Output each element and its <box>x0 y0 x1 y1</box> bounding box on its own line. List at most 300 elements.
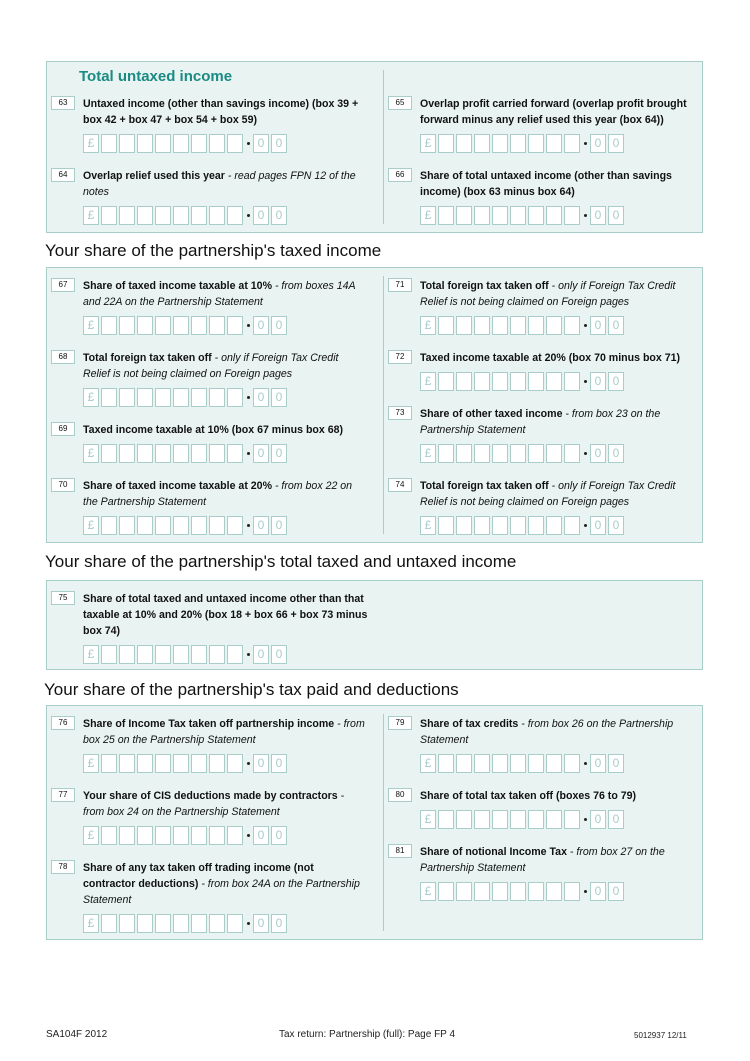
decimal-point <box>584 380 587 383</box>
box-label-note: - from box 27 on the Partnership Statement <box>420 846 665 874</box>
currency-cell[interactable]: £ <box>83 444 99 463</box>
pounds-digit-cell[interactable] <box>173 754 189 773</box>
pounds-digit-cell[interactable] <box>492 810 508 829</box>
pounds-digit-cell[interactable] <box>528 882 544 901</box>
pounds-digit-cell[interactable] <box>155 754 171 773</box>
amount-field[interactable] <box>420 444 626 463</box>
pounds-digit-cell[interactable] <box>191 316 207 335</box>
pounds-digit-cell[interactable] <box>137 516 153 535</box>
pounds-digit-cell[interactable] <box>528 516 544 535</box>
pence-digit-cell[interactable]: 0 <box>253 444 269 463</box>
pounds-digit-cell[interactable] <box>137 754 153 773</box>
pence-digit-cell[interactable]: 0 <box>608 444 624 463</box>
pounds-digit-cell[interactable] <box>173 826 189 845</box>
amount-field[interactable] <box>420 206 626 225</box>
pounds-digit-cell[interactable] <box>510 516 526 535</box>
box-label <box>83 860 368 908</box>
amount-field[interactable] <box>420 372 626 391</box>
pounds-digit-cell[interactable] <box>510 882 526 901</box>
amount-field[interactable] <box>420 810 626 829</box>
pounds-digit-cell[interactable] <box>456 316 472 335</box>
currency-cell[interactable]: £ <box>83 388 99 407</box>
pounds-digit-cell[interactable] <box>173 388 189 407</box>
pounds-digit-cell[interactable] <box>546 316 562 335</box>
pence-digit-cell[interactable]: 0 <box>253 134 269 153</box>
box-number: 72 <box>388 350 412 364</box>
box-label-main: Total foreign tax taken off <box>420 280 549 292</box>
pence-digit-cell[interactable]: 0 <box>271 444 287 463</box>
pounds-digit-cell[interactable] <box>438 206 454 225</box>
pence-digit-cell[interactable]: 0 <box>590 444 606 463</box>
pounds-digit-cell[interactable] <box>209 826 225 845</box>
box-number: 81 <box>388 844 412 858</box>
pounds-digit-cell[interactable] <box>474 372 490 391</box>
box-label-note: - only if Foreign Tax Credit Relief is not being claimed on Foreign pages <box>83 352 339 380</box>
box-label-main: Share of taxed income taxable at 10% <box>83 280 272 292</box>
amount-field[interactable] <box>420 134 626 153</box>
pounds-digit-cell[interactable] <box>492 206 508 225</box>
pounds-digit-cell[interactable] <box>227 134 243 153</box>
box-number: 75 <box>51 591 75 605</box>
pounds-digit-cell[interactable] <box>155 516 171 535</box>
pounds-digit-cell[interactable] <box>492 882 508 901</box>
pounds-digit-cell[interactable] <box>137 826 153 845</box>
pence-digit-cell[interactable]: 0 <box>608 372 624 391</box>
pounds-digit-cell[interactable] <box>209 388 225 407</box>
pounds-digit-cell[interactable] <box>227 316 243 335</box>
pounds-digit-cell[interactable] <box>173 914 189 933</box>
pounds-digit-cell[interactable] <box>546 754 562 773</box>
pounds-digit-cell[interactable] <box>510 206 526 225</box>
pounds-digit-cell[interactable] <box>438 810 454 829</box>
pence-digit-cell[interactable]: 0 <box>271 645 287 664</box>
pounds-digit-cell[interactable] <box>474 206 490 225</box>
pence-digit-cell[interactable]: 0 <box>608 316 624 335</box>
section-heading-tax-paid: Your share of the partnership's tax paid and deductions <box>44 680 459 699</box>
currency-cell[interactable]: £ <box>83 826 99 845</box>
column-divider <box>383 276 384 534</box>
pounds-digit-cell[interactable] <box>137 388 153 407</box>
pounds-digit-cell[interactable] <box>510 316 526 335</box>
pence-digit-cell[interactable]: 0 <box>608 882 624 901</box>
pence-digit-cell[interactable]: 0 <box>608 810 624 829</box>
pounds-digit-cell[interactable] <box>456 134 472 153</box>
pounds-digit-cell[interactable] <box>155 645 171 664</box>
pounds-digit-cell[interactable] <box>119 316 135 335</box>
decimal-point <box>584 524 587 527</box>
pence-digit-cell[interactable]: 0 <box>608 134 624 153</box>
box-label <box>420 844 705 876</box>
pounds-digit-cell[interactable] <box>227 914 243 933</box>
currency-cell[interactable]: £ <box>83 914 99 933</box>
pence-digit-cell[interactable]: 0 <box>590 372 606 391</box>
pence-digit-cell[interactable]: 0 <box>590 754 606 773</box>
box-label-note: - from box 23 on the Partnership Statement <box>420 408 661 436</box>
amount-field[interactable] <box>83 754 289 773</box>
pence-digit-cell[interactable]: 0 <box>253 206 269 225</box>
currency-cell[interactable]: £ <box>420 444 436 463</box>
pounds-digit-cell[interactable] <box>510 134 526 153</box>
pounds-digit-cell[interactable] <box>191 645 207 664</box>
pounds-digit-cell[interactable] <box>227 206 243 225</box>
pounds-digit-cell[interactable] <box>155 826 171 845</box>
currency-cell[interactable]: £ <box>83 645 99 664</box>
amount-field[interactable] <box>83 134 289 153</box>
pounds-digit-cell[interactable] <box>155 206 171 225</box>
pounds-digit-cell[interactable] <box>101 388 117 407</box>
box-label <box>420 406 705 438</box>
amount-field[interactable] <box>420 882 626 901</box>
box-label-main: Share of total taxed and untaxed income other than that taxable at 10% and 20% (box 18 + box 66 + box 73 minus box 74) <box>83 593 368 637</box>
decimal-point <box>247 396 250 399</box>
pounds-digit-cell[interactable] <box>546 810 562 829</box>
pounds-digit-cell[interactable] <box>564 444 580 463</box>
decimal-point <box>584 452 587 455</box>
pounds-digit-cell[interactable] <box>155 134 171 153</box>
box-label-main: Untaxed income (other than savings income) (box 39 + box 42 + box 47 + box 54 + box 59) <box>83 98 359 126</box>
box-label <box>83 422 368 438</box>
pence-digit-cell[interactable]: 0 <box>253 516 269 535</box>
currency-cell[interactable]: £ <box>420 810 436 829</box>
pounds-digit-cell[interactable] <box>438 316 454 335</box>
amount-field[interactable] <box>83 316 289 335</box>
decimal-point <box>584 762 587 765</box>
box-number: 76 <box>51 716 75 730</box>
pounds-digit-cell[interactable] <box>209 645 225 664</box>
pounds-digit-cell[interactable] <box>155 444 171 463</box>
panel-title: Total untaxed income <box>79 68 233 85</box>
pounds-digit-cell[interactable] <box>101 754 117 773</box>
amount-field[interactable] <box>420 516 626 535</box>
pounds-digit-cell[interactable] <box>227 826 243 845</box>
box-label <box>420 168 705 200</box>
pounds-digit-cell[interactable] <box>119 645 135 664</box>
pounds-digit-cell[interactable] <box>510 444 526 463</box>
tax-paid-panel <box>46 705 703 940</box>
decimal-point <box>247 922 250 925</box>
pounds-digit-cell[interactable] <box>438 516 454 535</box>
pounds-digit-cell[interactable] <box>456 754 472 773</box>
pounds-digit-cell[interactable] <box>456 206 472 225</box>
pounds-digit-cell[interactable] <box>528 316 544 335</box>
amount-field[interactable] <box>83 826 289 845</box>
box-number: 65 <box>388 96 412 110</box>
box-number: 77 <box>51 788 75 802</box>
pounds-digit-cell[interactable] <box>227 388 243 407</box>
pounds-digit-cell[interactable] <box>137 206 153 225</box>
pounds-digit-cell[interactable] <box>119 206 135 225</box>
pence-digit-cell[interactable]: 0 <box>271 134 287 153</box>
pounds-digit-cell[interactable] <box>101 645 117 664</box>
box-label <box>420 278 705 310</box>
pounds-digit-cell[interactable] <box>564 882 580 901</box>
box-label-main: Share of other taxed income <box>420 408 563 420</box>
currency-cell[interactable]: £ <box>420 134 436 153</box>
pounds-digit-cell[interactable] <box>137 316 153 335</box>
box-label <box>83 478 368 510</box>
pounds-digit-cell[interactable] <box>438 444 454 463</box>
box-label-main: Total foreign tax taken off <box>83 352 212 364</box>
box-label-note: - from box 25 on the Partnership Statement <box>83 718 365 746</box>
pounds-digit-cell[interactable] <box>155 316 171 335</box>
pounds-digit-cell[interactable] <box>564 134 580 153</box>
pounds-digit-cell[interactable] <box>209 444 225 463</box>
pounds-digit-cell[interactable] <box>546 372 562 391</box>
pounds-digit-cell[interactable] <box>191 444 207 463</box>
pounds-digit-cell[interactable] <box>474 516 490 535</box>
currency-cell[interactable]: £ <box>420 754 436 773</box>
pounds-digit-cell[interactable] <box>101 316 117 335</box>
pounds-digit-cell[interactable] <box>456 372 472 391</box>
pounds-digit-cell[interactable] <box>438 372 454 391</box>
box-label <box>83 788 368 820</box>
pounds-digit-cell[interactable] <box>173 444 189 463</box>
pounds-digit-cell[interactable] <box>191 826 207 845</box>
pence-digit-cell[interactable]: 0 <box>608 516 624 535</box>
box-number: 64 <box>51 168 75 182</box>
pounds-digit-cell[interactable] <box>173 134 189 153</box>
form-code: SA104F 2012 <box>46 1029 108 1040</box>
pounds-digit-cell[interactable] <box>456 882 472 901</box>
pounds-digit-cell[interactable] <box>492 516 508 535</box>
pounds-digit-cell[interactable] <box>101 826 117 845</box>
pounds-digit-cell[interactable] <box>438 754 454 773</box>
pounds-digit-cell[interactable] <box>474 882 490 901</box>
pounds-digit-cell[interactable] <box>546 516 562 535</box>
decimal-point <box>247 834 250 837</box>
currency-cell[interactable]: £ <box>420 516 436 535</box>
pounds-digit-cell[interactable] <box>546 444 562 463</box>
currency-cell[interactable]: £ <box>420 372 436 391</box>
pounds-digit-cell[interactable] <box>474 316 490 335</box>
untaxed-income-panel <box>46 61 703 233</box>
pounds-digit-cell[interactable] <box>528 754 544 773</box>
amount-field[interactable] <box>83 206 289 225</box>
pounds-digit-cell[interactable] <box>209 516 225 535</box>
currency-cell[interactable]: £ <box>420 206 436 225</box>
decimal-point <box>247 452 250 455</box>
box-number: 71 <box>388 278 412 292</box>
pence-digit-cell[interactable]: 0 <box>253 645 269 664</box>
pounds-digit-cell[interactable] <box>510 810 526 829</box>
pounds-digit-cell[interactable] <box>564 316 580 335</box>
pence-digit-cell[interactable]: 0 <box>253 754 269 773</box>
box-number: 73 <box>388 406 412 420</box>
page-title: Tax return: Partnership (full): Page FP 4 <box>279 1029 456 1040</box>
box-number: 74 <box>388 478 412 492</box>
pounds-digit-cell[interactable] <box>474 134 490 153</box>
box-label <box>83 716 368 748</box>
pounds-digit-cell[interactable] <box>119 914 135 933</box>
pounds-digit-cell[interactable] <box>191 134 207 153</box>
pounds-digit-cell[interactable] <box>528 206 544 225</box>
pounds-digit-cell[interactable] <box>191 206 207 225</box>
pounds-digit-cell[interactable] <box>546 134 562 153</box>
box-label-main: Overlap profit carried forward (overlap profit brought forward minus any relief used this year (box 64)) <box>420 98 687 126</box>
currency-cell[interactable]: £ <box>83 754 99 773</box>
pounds-digit-cell[interactable] <box>209 316 225 335</box>
pounds-digit-cell[interactable] <box>456 516 472 535</box>
pence-digit-cell[interactable]: 0 <box>253 316 269 335</box>
pounds-digit-cell[interactable] <box>564 810 580 829</box>
decimal-point <box>247 653 250 656</box>
pounds-digit-cell[interactable] <box>209 754 225 773</box>
pounds-digit-cell[interactable] <box>209 134 225 153</box>
currency-cell[interactable]: £ <box>83 516 99 535</box>
currency-cell[interactable]: £ <box>83 316 99 335</box>
pounds-digit-cell[interactable] <box>155 388 171 407</box>
pence-digit-cell[interactable]: 0 <box>271 388 287 407</box>
pounds-digit-cell[interactable] <box>227 645 243 664</box>
decimal-point <box>247 142 250 145</box>
pounds-digit-cell[interactable] <box>474 444 490 463</box>
amount-field[interactable] <box>83 516 289 535</box>
section-heading-total-income: Your share of the partnership's total taxed and untaxed income <box>45 552 517 571</box>
pounds-digit-cell[interactable] <box>101 516 117 535</box>
amount-field[interactable] <box>83 645 289 664</box>
pounds-digit-cell[interactable] <box>191 914 207 933</box>
pounds-digit-cell[interactable] <box>564 754 580 773</box>
box-label <box>420 716 705 748</box>
pounds-digit-cell[interactable] <box>456 810 472 829</box>
pounds-digit-cell[interactable] <box>528 372 544 391</box>
pounds-digit-cell[interactable] <box>510 754 526 773</box>
pence-digit-cell[interactable]: 0 <box>271 206 287 225</box>
pounds-digit-cell[interactable] <box>209 206 225 225</box>
pounds-digit-cell[interactable] <box>438 882 454 901</box>
decimal-point <box>247 214 250 217</box>
pounds-digit-cell[interactable] <box>474 810 490 829</box>
pounds-digit-cell[interactable] <box>528 444 544 463</box>
pounds-digit-cell[interactable] <box>492 754 508 773</box>
box-label-main: Your share of CIS deductions made by contractors <box>83 790 338 802</box>
pounds-digit-cell[interactable] <box>119 388 135 407</box>
pence-digit-cell[interactable]: 0 <box>253 388 269 407</box>
pounds-digit-cell[interactable] <box>564 206 580 225</box>
decimal-point <box>247 324 250 327</box>
amount-field[interactable] <box>420 754 626 773</box>
pounds-digit-cell[interactable] <box>101 914 117 933</box>
pounds-digit-cell[interactable] <box>474 754 490 773</box>
pounds-digit-cell[interactable] <box>492 372 508 391</box>
pence-digit-cell[interactable]: 0 <box>253 914 269 933</box>
pounds-digit-cell[interactable] <box>173 316 189 335</box>
pounds-digit-cell[interactable] <box>119 754 135 773</box>
pence-digit-cell[interactable]: 0 <box>590 316 606 335</box>
pounds-digit-cell[interactable] <box>191 754 207 773</box>
amount-field[interactable] <box>83 914 289 933</box>
box-label <box>83 350 368 382</box>
pence-digit-cell[interactable]: 0 <box>271 516 287 535</box>
pounds-digit-cell[interactable] <box>492 444 508 463</box>
decimal-point <box>247 524 250 527</box>
pounds-digit-cell[interactable] <box>227 444 243 463</box>
pounds-digit-cell[interactable] <box>191 516 207 535</box>
pounds-digit-cell[interactable] <box>528 134 544 153</box>
pence-digit-cell[interactable]: 0 <box>590 134 606 153</box>
pence-digit-cell[interactable]: 0 <box>253 826 269 845</box>
pounds-digit-cell[interactable] <box>492 316 508 335</box>
box-label-main: Share of total untaxed income (other than savings income) (box 63 minus box 64) <box>420 170 672 198</box>
pence-digit-cell[interactable]: 0 <box>271 754 287 773</box>
currency-cell[interactable]: £ <box>420 316 436 335</box>
decimal-point <box>584 142 587 145</box>
currency-cell[interactable]: £ <box>83 134 99 153</box>
amount-field[interactable] <box>420 316 626 335</box>
box-number: 70 <box>51 478 75 492</box>
pounds-digit-cell[interactable] <box>456 444 472 463</box>
pence-digit-cell[interactable]: 0 <box>271 826 287 845</box>
column-divider <box>383 70 384 224</box>
pounds-digit-cell[interactable] <box>492 134 508 153</box>
box-label <box>83 96 368 128</box>
box-number: 79 <box>388 716 412 730</box>
pounds-digit-cell[interactable] <box>137 914 153 933</box>
box-label-note: - from box 26 on the Partnership Statement <box>420 718 674 746</box>
decimal-point <box>584 214 587 217</box>
pounds-digit-cell[interactable] <box>546 206 562 225</box>
pounds-digit-cell[interactable] <box>438 134 454 153</box>
pounds-digit-cell[interactable] <box>546 882 562 901</box>
pounds-digit-cell[interactable] <box>101 206 117 225</box>
pounds-digit-cell[interactable] <box>510 372 526 391</box>
pounds-digit-cell[interactable] <box>209 914 225 933</box>
pounds-digit-cell[interactable] <box>137 444 153 463</box>
box-label-main: Share of taxed income taxable at 20% <box>83 480 272 492</box>
pounds-digit-cell[interactable] <box>227 754 243 773</box>
pounds-digit-cell[interactable] <box>173 645 189 664</box>
box-label <box>420 788 705 804</box>
box-label-note: - from box 24 on the Partnership Statement <box>83 790 345 818</box>
pounds-digit-cell[interactable] <box>137 134 153 153</box>
box-label-main: Share of total tax taken off (boxes 76 to 79) <box>420 790 637 802</box>
pounds-digit-cell[interactable] <box>101 444 117 463</box>
pounds-digit-cell[interactable] <box>528 810 544 829</box>
pounds-digit-cell[interactable] <box>101 134 117 153</box>
pence-digit-cell[interactable]: 0 <box>608 754 624 773</box>
pence-digit-cell[interactable]: 0 <box>590 516 606 535</box>
pounds-digit-cell[interactable] <box>564 372 580 391</box>
pence-digit-cell[interactable]: 0 <box>590 206 606 225</box>
pounds-digit-cell[interactable] <box>119 444 135 463</box>
pounds-digit-cell[interactable] <box>155 914 171 933</box>
pounds-digit-cell[interactable] <box>119 826 135 845</box>
pounds-digit-cell[interactable] <box>173 516 189 535</box>
pounds-digit-cell[interactable] <box>137 645 153 664</box>
pounds-digit-cell[interactable] <box>119 134 135 153</box>
amount-field[interactable] <box>83 388 289 407</box>
box-label <box>420 350 705 366</box>
box-number: 66 <box>388 168 412 182</box>
pence-digit-cell[interactable]: 0 <box>608 206 624 225</box>
pounds-digit-cell[interactable] <box>173 206 189 225</box>
box-label-main: Share of Income Tax taken off partnership income <box>83 718 335 730</box>
pounds-digit-cell[interactable] <box>119 516 135 535</box>
currency-cell[interactable]: £ <box>83 206 99 225</box>
pence-digit-cell[interactable]: 0 <box>271 316 287 335</box>
pence-digit-cell[interactable]: 0 <box>590 882 606 901</box>
pence-digit-cell[interactable]: 0 <box>271 914 287 933</box>
currency-cell[interactable]: £ <box>420 882 436 901</box>
amount-field[interactable] <box>83 444 289 463</box>
box-label-main: Share of notional Income Tax <box>420 846 567 858</box>
pounds-digit-cell[interactable] <box>564 516 580 535</box>
pence-digit-cell[interactable]: 0 <box>590 810 606 829</box>
box-label-main: Taxed income taxable at 20% (box 70 minus box 71) <box>420 352 681 364</box>
pounds-digit-cell[interactable] <box>191 388 207 407</box>
pounds-digit-cell[interactable] <box>227 516 243 535</box>
box-label-main: Share of tax credits <box>420 718 519 730</box>
